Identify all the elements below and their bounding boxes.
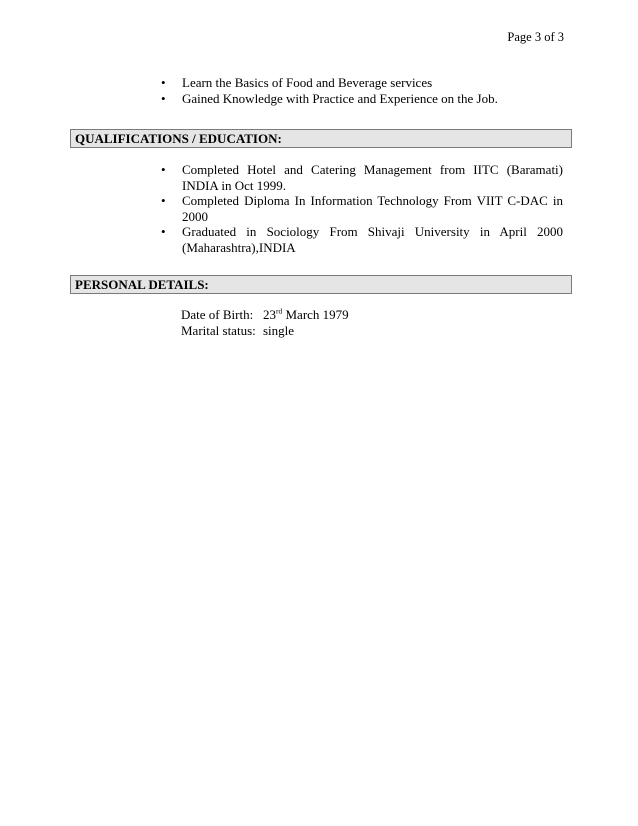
dob-value	[263, 307, 349, 323]
dob-rest: March 1979	[282, 307, 349, 322]
list-item	[161, 162, 563, 193]
list-item-text: Learn the Basics of Food and Beverage services	[182, 75, 433, 90]
personal-details-heading: PERSONAL DETAILS:	[70, 275, 572, 294]
dob-row	[181, 307, 349, 323]
list-item	[161, 91, 563, 107]
training-list	[161, 75, 563, 106]
qualifications-list	[161, 162, 563, 256]
list-item-text: Gained Knowledge with Practice and Experience on the Job.	[182, 90, 498, 106]
list-item-text: Completed Diploma In Information Technology From VIIT C-DAC in 2000	[182, 193, 563, 224]
marital-label: Marital status:	[181, 322, 256, 338]
list-item	[161, 75, 563, 91]
list-item-text: Completed Hotel and Catering Management from IITC (Baramati) INDIA in Oct 1999.	[182, 162, 563, 193]
list-item	[161, 193, 563, 224]
bullet-icon: •	[161, 193, 166, 209]
bullet-icon: •	[161, 75, 166, 90]
page-number: Page 3 of 3	[507, 30, 564, 44]
bullet-icon: •	[161, 224, 166, 240]
dob-label: Date of Birth:	[181, 307, 254, 322]
dob-day: 23	[263, 307, 276, 322]
list-item-text: Graduated in Sociology From Shivaji University in April 2000 (Maharashtra),INDIA	[182, 224, 563, 255]
qualifications-heading: QUALIFICATIONS / EDUCATION:	[70, 129, 572, 148]
bullet-icon: •	[161, 162, 166, 177]
marital-value: single	[263, 322, 295, 338]
bullet-icon: •	[161, 90, 166, 106]
personal-details	[181, 307, 349, 338]
marital-row	[181, 323, 349, 339]
list-item	[161, 224, 563, 255]
dob-suffix: rd	[276, 306, 283, 316]
